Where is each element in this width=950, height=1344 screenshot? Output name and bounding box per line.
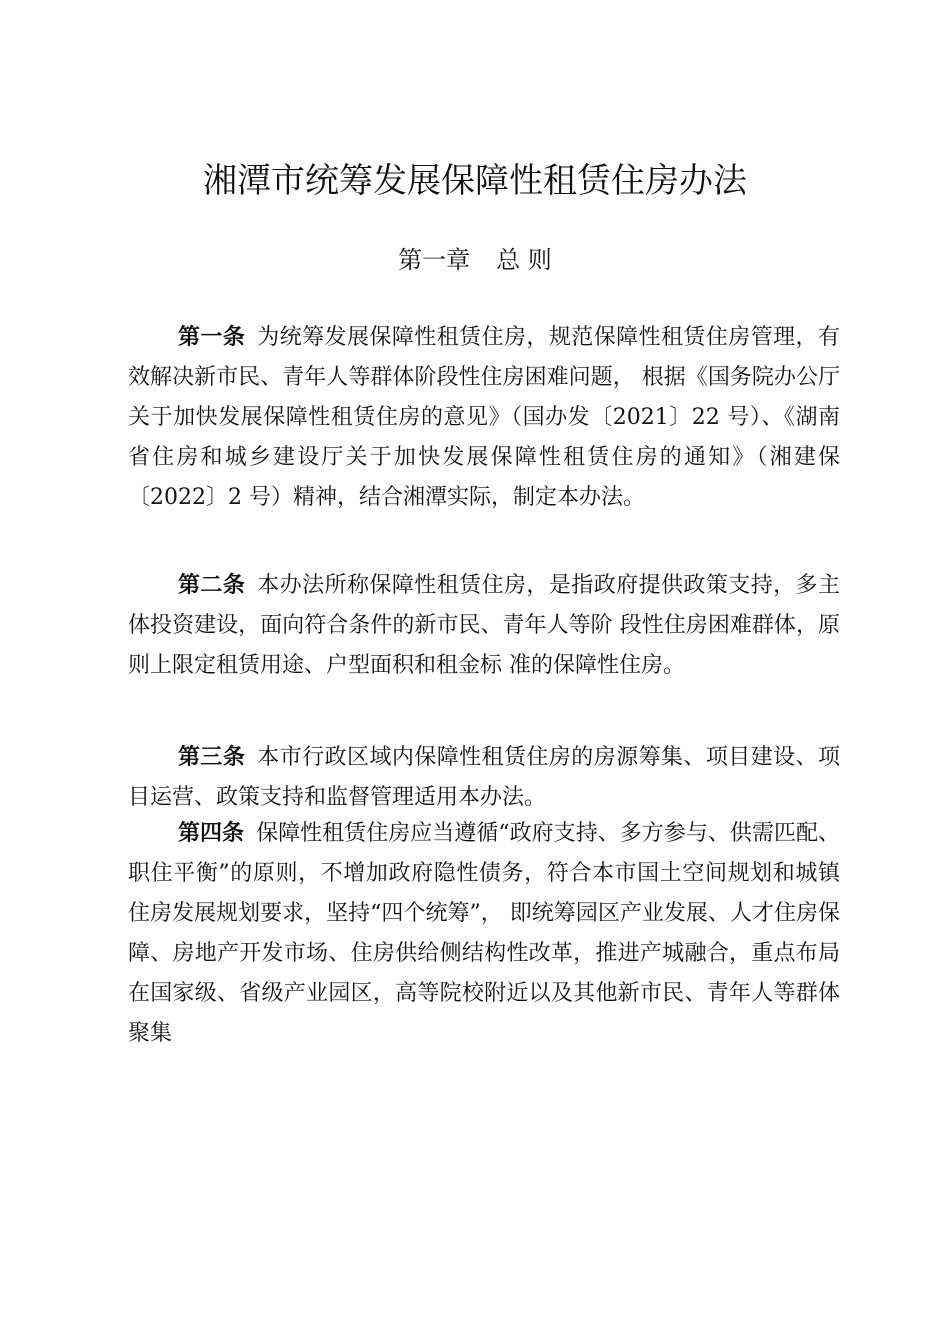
document-title: 湘潭市统筹发展保障性租赁住房办法 [203,161,747,201]
article-text: 本办法所称保障性租赁住房，是指政府提供政策支持，多主体投资建设，面向符合条件的新市民、青年人等阶 段性住房困难群体，原则上限定租赁用途、户型面积和租金标 准的保障性住房。 [128,573,840,678]
article-1 [128,318,840,518]
article-text: 保障性租赁住房应当遵循“政府支持、多方参与、供需匹配、职住平衡”的原则，不增加政府隐性债务，符合本市国土空间规划和城镇住房发展规划要求，坚持“四个统筹”， 即统筹园区产业发展、人才住房保障、房地产开发市场、住房供给侧结构性改革，推进产城融合，重点布局在国家级、省级产业园区，高等院校附近以及其他新市民、青年人等群体聚集 [128,821,840,1046]
chapter-heading [0,243,950,277]
article-text: 为统筹发展保障性租赁住房，规范保障性租赁住房管理，有效解决新市民、青年人等群体阶段性住房困难问题， 根据《国务院办公厅关于加快发展保障性租赁住房的意见》（国办发〔2021〕22 号）、《湖南省住房和城乡建设厅关于加快发展保障性租赁住房的通知》（湘建保〔2022〕2 号）精神，结合湘潭实际，制定本办法。 [128,325,840,510]
article-text: 本市行政区域内保障性租赁住房的房源筹集、项目建设、项目运营、政策支持和监督管理适用本办法。 [128,745,840,810]
article-3 [128,738,840,818]
article-label: 第四条 [178,821,245,846]
article-label: 第一条 [178,325,246,350]
article-4 [128,814,840,1054]
chapter-number: 第一章 [398,246,471,274]
article-label: 第三条 [178,745,246,770]
article-2 [128,566,840,686]
article-label: 第二条 [178,573,246,598]
chapter-name: 总 则 [496,246,552,274]
